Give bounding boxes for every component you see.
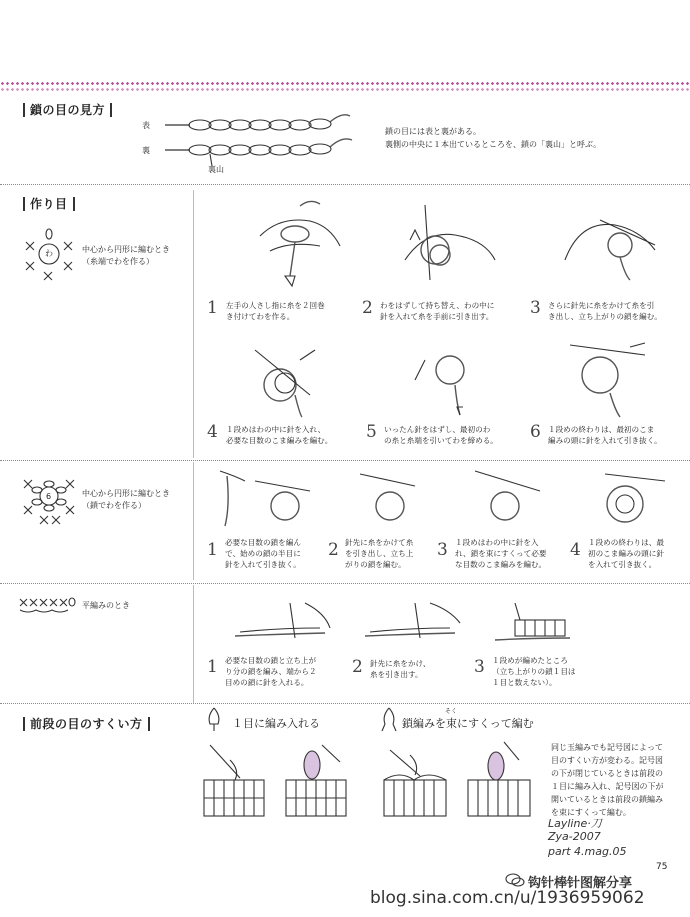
sub3-step3-caption: １段めが編めたところ （立ち上がりの鎖１目は １目と数えない）。 — [492, 656, 576, 687]
step5-number: 5 — [366, 422, 377, 442]
sub2-illustration-3 — [470, 466, 550, 536]
sub2-heading-2: （鎖でわを作る） — [82, 501, 146, 510]
step-illustration-4 — [240, 335, 340, 420]
swatch-illustration-3 — [380, 740, 450, 820]
label-single-stitch: １目に編み入れる — [232, 717, 320, 730]
step-illustration-1 — [240, 196, 360, 291]
chain-back-illustration — [160, 136, 360, 172]
flat-chain-symbol-icon — [18, 596, 78, 616]
sub3-step1-caption: 必要な目数の鎖と立ち上が り分の鎖を編み、端から２ 目めの鎖に針を入れる。 — [225, 656, 317, 687]
footer-url: blog.sina.com.cn/u/1936959062 — [370, 888, 645, 908]
step5-caption: いったん針をはずし、最初のわ の糸と糸端を引いてわを締める。 — [384, 425, 498, 445]
sub2-heading-1: 中心から円形に編むとき — [82, 489, 170, 498]
sub2-step1-number: 1 — [207, 540, 218, 560]
sub1-heading-2: （糸端でわを作る） — [82, 257, 154, 266]
sub2-illustration-1 — [205, 466, 315, 536]
label-urayama: 裏山 — [208, 165, 224, 174]
sub3-heading: 平編みのとき — [82, 601, 130, 610]
sub3-step2-number: 2 — [352, 657, 363, 677]
page-number: 75 — [656, 862, 668, 872]
step3-number: 3 — [530, 298, 541, 318]
step1-number: 1 — [207, 298, 218, 318]
swatch-illustration-2 — [282, 740, 350, 820]
divider-2 — [0, 460, 690, 461]
top-border-second — [0, 88, 690, 91]
magic-ring-symbol-label: わ — [45, 249, 53, 258]
sub1-heading-1: 中心から円形に編むとき — [82, 245, 170, 254]
section-title-pickup: 前段の目のすくい方 — [30, 717, 143, 731]
ruby-soku: そく — [445, 708, 458, 715]
divider-4 — [0, 703, 690, 704]
sub3-illustration-3 — [490, 598, 580, 648]
sub2-step2-caption: 針先に糸をかけて糸 を引き出し、立ち上 がりの鎖を編む。 — [345, 538, 414, 569]
open-bobble-symbol-icon — [380, 706, 398, 732]
sub3-step1-number: 1 — [207, 657, 218, 677]
column-divider-b — [193, 462, 194, 580]
pickup-note: 同じ玉編みでも記号図によって 目のすくい方が変わる。記号図 の下が閉じているときは前段の １目に編み入れ、記号図の下が 開いているときは前段の鎖編み を束にすくって編む。 — [551, 743, 664, 817]
swatch-illustration-4 — [464, 740, 534, 820]
label-chain-bundle: 鎖編みを束にすくって編む — [402, 717, 534, 730]
sub3-step3-number: 3 — [474, 657, 485, 677]
step2-caption: わをはずして持ち替え、わの中に 針を入れて糸を手前に引き出す。 — [380, 301, 495, 321]
sub2-step1-caption: 必要な目数の鎖を編ん で、始めの鎖の半目に 針を入れて引き抜く。 — [225, 538, 301, 569]
chain-ring-symbol-label: 6 — [46, 492, 52, 501]
chain-desc-2: 裏側の中央に１本出ているところを、鎖の「裏山」と呼ぶ。 — [385, 140, 602, 149]
chain-desc-1: 鎖の目には表と裏がある。 — [385, 127, 481, 136]
watermark-line2: Zya-2007 — [548, 830, 601, 843]
step-illustration-2 — [395, 200, 505, 295]
closed-bobble-symbol-icon — [205, 706, 223, 732]
step6-number: 6 — [530, 422, 541, 442]
label-back: 裏 — [142, 146, 150, 155]
step2-number: 2 — [362, 298, 373, 318]
divider-1 — [0, 184, 690, 185]
sub2-step3-caption: １段めはわの中に針を入 れ、鎖を束にすくって必要 な目数のこま編みを編む。 — [455, 538, 547, 569]
footer-account: 钩针棒针图解分享 — [528, 876, 633, 891]
column-divider-c — [193, 585, 194, 703]
step-illustration-6 — [560, 335, 670, 420]
section-title-foundation: 作り目 — [30, 197, 68, 211]
step3-caption: さらに針先に糸をかけて糸を引 き出し、立ち上がりの鎖を編む。 — [548, 301, 662, 321]
column-divider-a — [193, 190, 194, 458]
top-border — [0, 82, 690, 85]
sub2-illustration-2 — [355, 466, 425, 536]
step-illustration-3 — [560, 200, 670, 295]
sub2-step4-number: 4 — [570, 540, 581, 560]
watermark-line3: part 4.mag.05 — [548, 845, 627, 858]
label-front: 表 — [142, 121, 150, 130]
divider-3 — [0, 583, 690, 584]
sub3-step2-caption: 針先に糸をかけ、 糸を引き出す。 — [370, 659, 431, 679]
section-title-chain-view: 鎖の目の見方 — [30, 103, 106, 117]
sub2-step3-number: 3 — [437, 540, 448, 560]
sub3-illustration-2 — [360, 598, 470, 648]
swatch-illustration-1 — [200, 740, 268, 820]
watermark-line1: Layline·刀 — [548, 817, 602, 830]
sub3-illustration-1 — [230, 598, 340, 648]
sub2-illustration-4 — [590, 466, 670, 536]
step-illustration-5 — [405, 335, 505, 420]
sub2-step4-caption: １段めの終わりは、最 初のこま編みの頭に針 を入れて引き抜く。 — [588, 538, 664, 569]
step4-number: 4 — [207, 422, 218, 442]
step1-caption: 左手の人さし指に糸を２回巻 き付けてわを作る。 — [226, 301, 325, 321]
step6-caption: １段めの終わりは、最初のこま 編みの頭に針を入れて引き抜く。 — [548, 425, 662, 445]
wechat-icon — [505, 872, 525, 888]
step4-caption: １段めはわの中に針を入れ、 必要な目数のこま編みを編む。 — [226, 425, 333, 445]
sub2-step2-number: 2 — [328, 540, 339, 560]
